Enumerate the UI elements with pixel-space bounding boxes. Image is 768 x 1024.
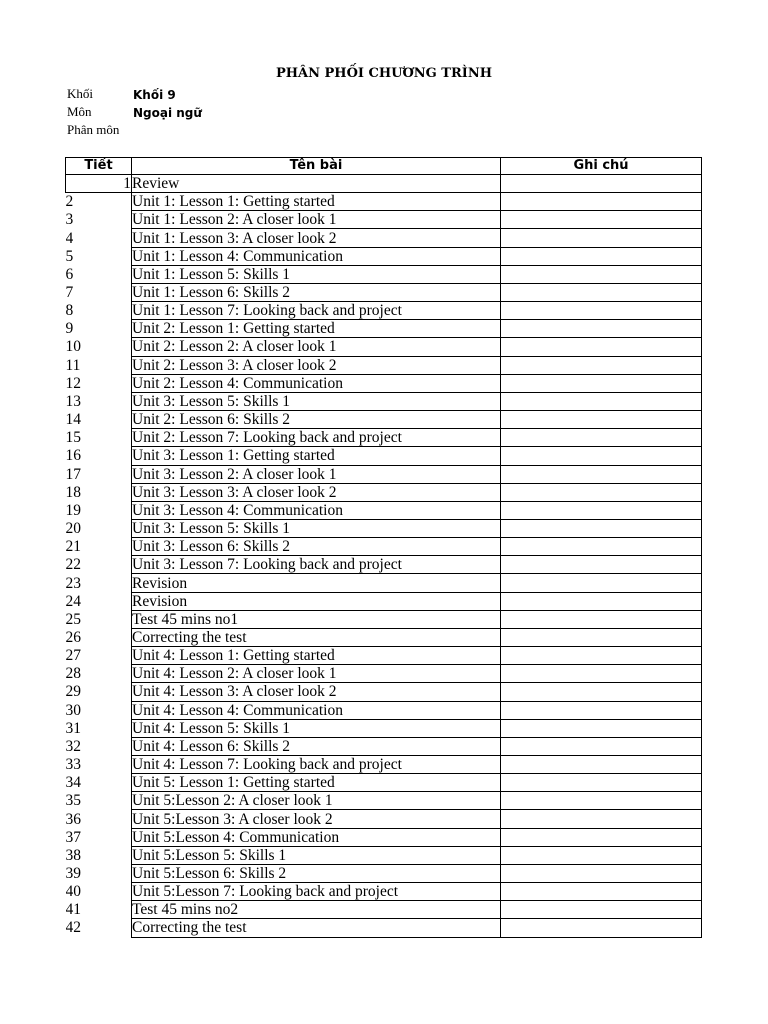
note-cell	[501, 901, 702, 919]
period-number: 12	[65, 374, 81, 392]
note-cell	[501, 610, 702, 628]
note-cell	[501, 283, 702, 301]
table-row	[66, 374, 702, 392]
table-row	[66, 411, 702, 429]
table-row	[66, 519, 702, 537]
period-number: 4	[65, 229, 74, 247]
meta-label-subject: Môn	[67, 104, 92, 119]
period-number: 30	[65, 701, 81, 719]
note-cell	[501, 374, 702, 392]
period-number: 11	[65, 356, 81, 374]
lesson-name: Unit 5:Lesson 2: A closer look 1	[132, 792, 501, 810]
note-cell	[501, 737, 702, 755]
note-cell	[501, 193, 702, 211]
note-cell	[501, 883, 702, 901]
note-cell	[501, 574, 702, 592]
lesson-name: Unit 1: Lesson 3: A closer look 2	[132, 229, 501, 247]
column-header-period: Tiết	[66, 158, 132, 175]
period-number: 15	[65, 429, 81, 447]
note-cell	[501, 465, 702, 483]
lesson-name: Unit 3: Lesson 5: Skills 1	[132, 519, 501, 537]
table-row	[66, 392, 702, 410]
note-cell	[501, 628, 702, 646]
table-row	[66, 538, 702, 556]
lesson-name: Unit 2: Lesson 4: Communication	[132, 374, 501, 392]
table-row	[66, 556, 702, 574]
lesson-name: Unit 1: Lesson 5: Skills 1	[132, 265, 501, 283]
curriculum-table	[65, 157, 702, 938]
note-cell	[501, 556, 702, 574]
period-number: 27	[65, 647, 81, 665]
lesson-name: Unit 5:Lesson 3: A closer look 2	[132, 810, 501, 828]
table-row	[66, 356, 702, 374]
note-cell	[501, 392, 702, 410]
table-row	[66, 574, 702, 592]
lesson-name: Unit 5:Lesson 6: Skills 2	[132, 864, 501, 882]
note-cell	[501, 175, 702, 193]
note-cell	[501, 919, 702, 937]
table-row	[66, 665, 702, 683]
note-cell	[501, 501, 702, 519]
note-cell	[501, 247, 702, 265]
table-row	[66, 211, 702, 229]
lesson-name: Unit 1: Lesson 4: Communication	[132, 247, 501, 265]
period-number: 8	[65, 302, 74, 320]
table-row	[66, 628, 702, 646]
column-header-lesson: Tên bài	[132, 158, 501, 175]
period-number: 26	[65, 628, 81, 646]
period-number: 21	[65, 538, 81, 556]
table-row	[66, 864, 702, 882]
period-number: 33	[65, 756, 81, 774]
period-number: 14	[65, 411, 81, 429]
table-row	[66, 647, 702, 665]
lesson-name: Unit 4: Lesson 7: Looking back and project	[132, 756, 501, 774]
period-number: 24	[65, 592, 81, 610]
table-row	[66, 592, 702, 610]
note-cell	[501, 810, 702, 828]
lesson-name: Test 45 mins no2	[132, 901, 501, 919]
lesson-name: Unit 5:Lesson 7: Looking back and project	[132, 883, 501, 901]
table-row	[66, 283, 702, 301]
lesson-name: Unit 1: Lesson 1: Getting started	[132, 193, 501, 211]
lesson-name: Test 45 mins no1	[132, 610, 501, 628]
period-number: 38	[65, 846, 81, 864]
lesson-name: Unit 3: Lesson 2: A closer look 1	[132, 465, 501, 483]
period-number: 5	[65, 247, 74, 265]
note-cell	[501, 683, 702, 701]
lesson-name: Unit 4: Lesson 3: A closer look 2	[132, 683, 501, 701]
period-number: 9	[65, 320, 74, 338]
lesson-name: Unit 3: Lesson 1: Getting started	[132, 447, 501, 465]
lesson-name: Revision	[132, 592, 501, 610]
note-cell	[501, 302, 702, 320]
table-row	[66, 447, 702, 465]
note-cell	[501, 665, 702, 683]
period-number: 25	[65, 610, 81, 628]
note-cell	[501, 846, 702, 864]
lesson-name: Unit 3: Lesson 4: Communication	[132, 501, 501, 519]
lesson-name: Unit 2: Lesson 3: A closer look 2	[132, 356, 501, 374]
lesson-name: Unit 4: Lesson 2: A closer look 1	[132, 665, 501, 683]
lesson-name: Unit 3: Lesson 5: Skills 1	[132, 392, 501, 410]
note-cell	[501, 864, 702, 882]
meta-value-subject: Ngoại ngữ	[133, 106, 202, 120]
note-cell	[501, 447, 702, 465]
note-cell	[501, 701, 702, 719]
lesson-name: Unit 1: Lesson 7: Looking back and project	[132, 302, 501, 320]
table-row	[66, 792, 702, 810]
table-row	[66, 302, 702, 320]
note-cell	[501, 774, 702, 792]
table-row	[66, 429, 702, 447]
period-number: 3	[65, 211, 74, 229]
lesson-name: Unit 3: Lesson 6: Skills 2	[132, 538, 501, 556]
table-row	[66, 774, 702, 792]
period-number: 1	[66, 175, 132, 193]
table-row	[66, 719, 702, 737]
note-cell	[501, 483, 702, 501]
table-header-row	[66, 158, 702, 175]
period-number: 31	[65, 719, 81, 737]
period-number: 39	[65, 865, 81, 883]
note-cell	[501, 756, 702, 774]
lesson-name: Unit 1: Lesson 2: A closer look 1	[132, 211, 501, 229]
period-number: 2	[65, 193, 74, 211]
meta-value-grade: Khối 9	[133, 88, 176, 102]
note-cell	[501, 429, 702, 447]
table-row	[66, 828, 702, 846]
table-row	[66, 465, 702, 483]
table-row	[66, 247, 702, 265]
table-row	[66, 229, 702, 247]
table-row	[66, 338, 702, 356]
note-cell	[501, 211, 702, 229]
period-number: 22	[65, 556, 81, 574]
period-number: 41	[65, 901, 81, 919]
period-number: 16	[65, 447, 81, 465]
table-row	[66, 919, 702, 937]
lesson-name: Unit 2: Lesson 7: Looking back and project	[132, 429, 501, 447]
table-row	[66, 320, 702, 338]
note-cell	[501, 320, 702, 338]
lesson-name: Unit 1: Lesson 6: Skills 2	[132, 283, 501, 301]
lesson-name: Unit 5:Lesson 4: Communication	[132, 828, 501, 846]
period-number: 20	[65, 520, 81, 538]
lesson-name: Unit 2: Lesson 6: Skills 2	[132, 411, 501, 429]
period-number: 40	[65, 883, 81, 901]
note-cell	[501, 538, 702, 556]
period-number: 36	[65, 810, 81, 828]
lesson-name: Unit 4: Lesson 6: Skills 2	[132, 737, 501, 755]
note-cell	[501, 265, 702, 283]
meta-label-subsubject: Phân môn	[67, 122, 120, 137]
table-row	[66, 501, 702, 519]
note-cell	[501, 411, 702, 429]
note-cell	[501, 828, 702, 846]
table-row	[66, 483, 702, 501]
period-number: 10	[65, 338, 81, 356]
note-cell	[501, 229, 702, 247]
period-number: 23	[65, 574, 81, 592]
period-number: 18	[65, 483, 81, 501]
lesson-name: Unit 2: Lesson 2: A closer look 1	[132, 338, 501, 356]
period-number: 35	[65, 792, 81, 810]
table-row	[66, 756, 702, 774]
table-row	[66, 175, 702, 193]
period-number: 7	[65, 284, 74, 302]
note-cell	[501, 592, 702, 610]
table-row	[66, 683, 702, 701]
period-number: 6	[65, 265, 74, 283]
table-row	[66, 610, 702, 628]
period-number: 29	[65, 683, 81, 701]
table-row	[66, 883, 702, 901]
note-cell	[501, 356, 702, 374]
meta-label-grade: Khối	[67, 86, 93, 101]
period-number: 42	[65, 919, 81, 937]
period-number: 37	[65, 828, 81, 846]
lesson-name: Unit 5: Lesson 1: Getting started	[132, 774, 501, 792]
note-cell	[501, 792, 702, 810]
lesson-name: Review	[132, 175, 501, 193]
lesson-name: Unit 5:Lesson 5: Skills 1	[132, 846, 501, 864]
table-row	[66, 901, 702, 919]
table-body	[66, 175, 702, 938]
lesson-name: Correcting the test	[132, 628, 501, 646]
lesson-name: Unit 3: Lesson 7: Looking back and project	[132, 556, 501, 574]
table-row	[66, 193, 702, 211]
lesson-name: Unit 4: Lesson 4: Communication	[132, 701, 501, 719]
period-number: 32	[65, 737, 81, 755]
note-cell	[501, 647, 702, 665]
table-row	[66, 737, 702, 755]
period-number: 34	[65, 774, 81, 792]
lesson-name: Unit 4: Lesson 5: Skills 1	[132, 719, 501, 737]
lesson-name: Correcting the test	[132, 919, 501, 937]
lesson-name: Unit 4: Lesson 1: Getting started	[132, 647, 501, 665]
lesson-name: Revision	[132, 574, 501, 592]
period-number: 13	[65, 392, 81, 410]
table-row	[66, 265, 702, 283]
period-number: 19	[65, 501, 81, 519]
lesson-name: Unit 3: Lesson 3: A closer look 2	[132, 483, 501, 501]
table-row	[66, 846, 702, 864]
period-number: 28	[65, 665, 81, 683]
period-number: 17	[65, 465, 81, 483]
note-cell	[501, 338, 702, 356]
document-title: PHÂN PHỐI CHƯƠNG TRÌNH	[275, 66, 493, 81]
note-cell	[501, 719, 702, 737]
note-cell	[501, 519, 702, 537]
lesson-name: Unit 2: Lesson 1: Getting started	[132, 320, 501, 338]
table-row	[66, 810, 702, 828]
table-row	[66, 701, 702, 719]
column-header-note: Ghi chú	[501, 158, 702, 175]
